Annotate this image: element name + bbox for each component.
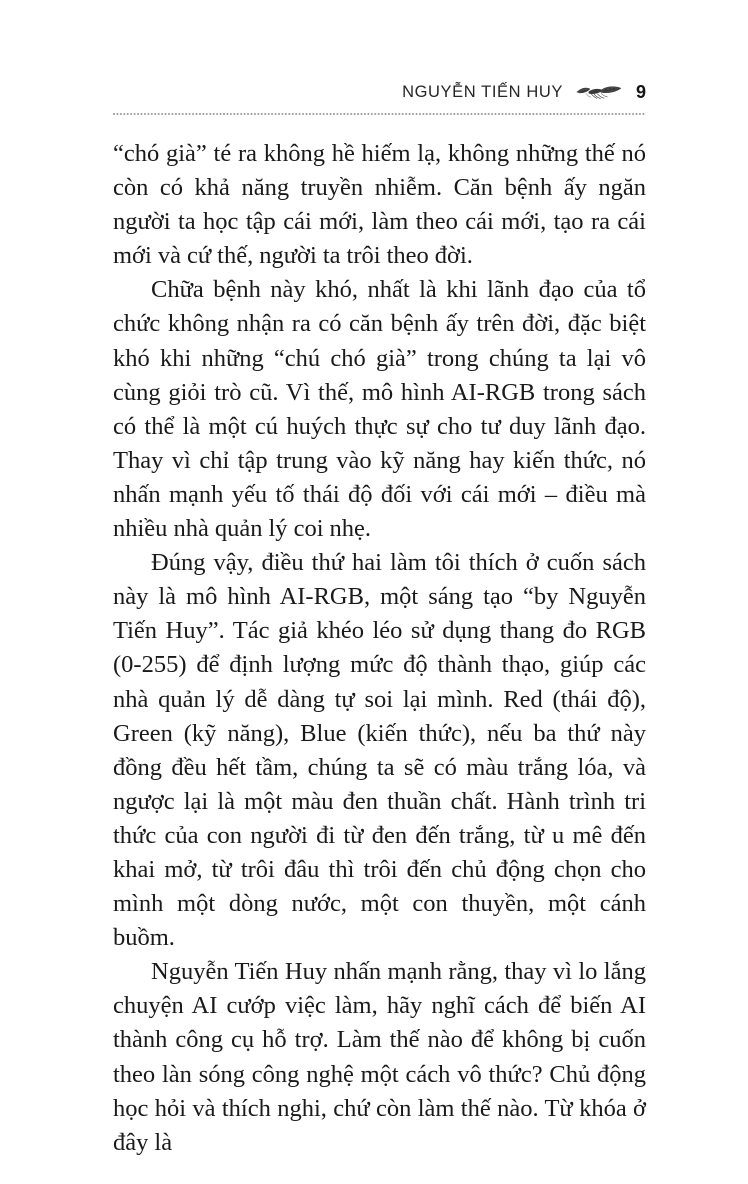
running-header [113,78,646,106]
paragraph-2: Chữa bệnh này khó, nhất là khi lãnh đạo của tổ chức không nhận ra có căn bệnh ấy trên đời, đặc biệt khó khi những “chú chó già” trong chúng ta lại vô cùng giỏi trò cũ. Vì thế, mô hình AI-RGB trong sách có thể là một cú huých thực sự cho tư duy lãnh đạo. Thay vì chỉ tập trung vào kỹ năng hay kiến thức, nó nhấn mạnh yếu tố thái độ đối với cái mới – điều mà nhiều nhà quản lý coi nhẹ. [113,276,646,543]
page-number: 9 [635,82,646,102]
paragraph-3: Đúng vậy, điều thứ hai làm tôi thích ở cuốn sách này là mô hình AI-RGB, một sáng tạo “by Nguyễn Tiến Huy”. Tác giả khéo léo sử dụng thang đo RGB (0-255) để định lượng mức độ thành thạo, giúp các nhà quản lý dễ dàng tự soi lại mình. Red (thái độ), Green (kỹ năng), Blue (kiến thức), nếu ba thứ này đồng đều hết tầm, chúng ta sẽ có màu trắng lóa, và ngược lại là một màu đen thuần chất. Hành trình tri thức của con người đi từ đen đến trắng, từ u mê đến khai mở, từ trôi đâu thì trôi đến chủ động chọn cho mình một dòng nước, một con thuyền, một cánh buồm. [113,549,646,952]
body-text-column [113,137,646,1160]
header-author-name: NGUYỄN TIẾN HUY [402,82,563,101]
paragraph-1: “chó già” té ra không hề hiếm lạ, không những thế nó còn có khả năng truyền nhiễm. Căn bệnh ấy ngăn người ta học tập cái mới, làm theo cái mới, tạo ra cái mới và cứ thế, người ta trôi theo đời. [113,140,646,270]
leaf-flourish-ornament-icon [575,81,625,103]
header-divider-rule [113,113,646,116]
paragraph-4: Nguyễn Tiến Huy nhấn mạnh rằng, thay vì lo lắng chuyện AI cướp việc làm, hãy nghĩ cách để biến AI thành công cụ hỗ trợ. Làm thế nào để không bị cuốn theo làn sóng công nghệ một cách vô thức? Chủ động học hỏi và thích nghi, chứ còn làm thế nào. Từ khóa ở đây là [113,958,646,1156]
